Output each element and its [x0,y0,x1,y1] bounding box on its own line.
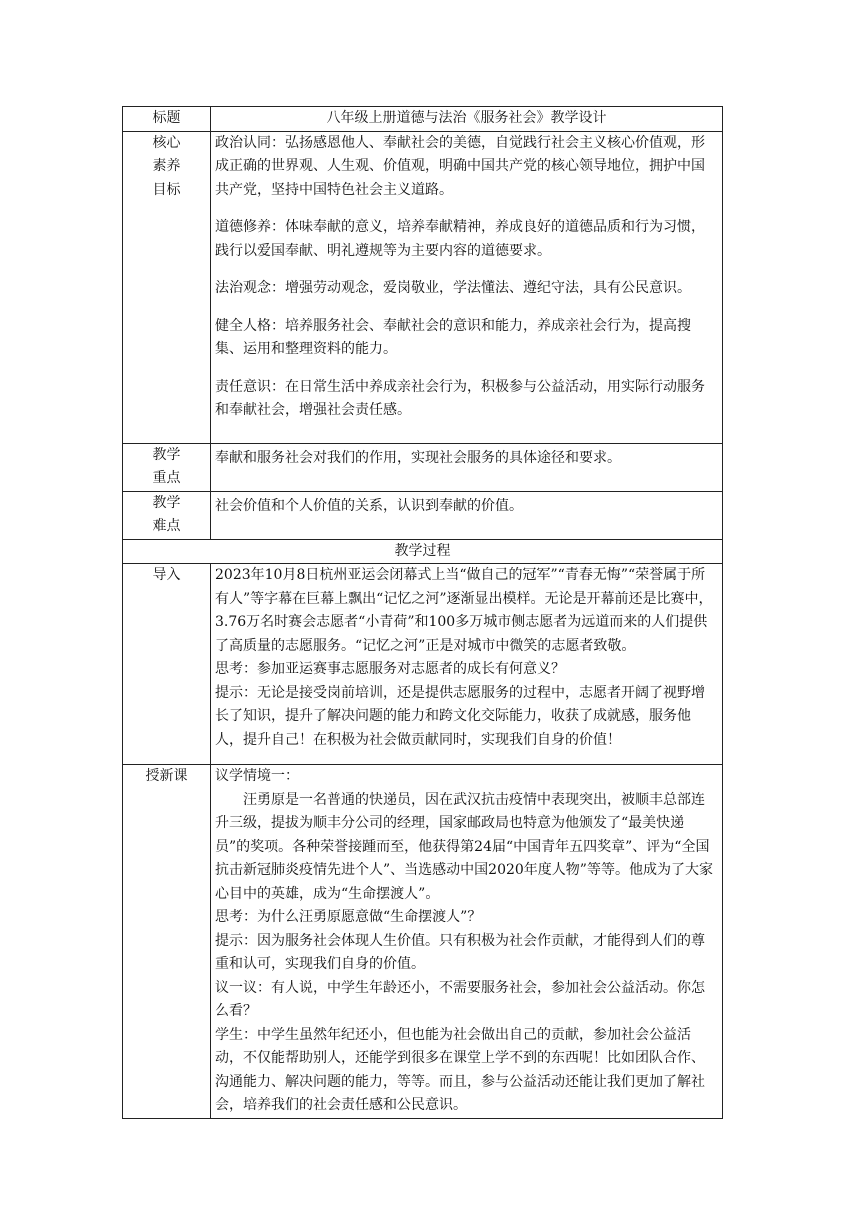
difficulty-text: 社会价值和个人价值的关系，认识到奉献的价值。 [211,491,723,539]
key-point-label [123,443,211,491]
new-lesson-row [123,765,723,1119]
core-goals-label [123,131,211,443]
new-lesson-content [211,765,723,1119]
core-goal-personality: 健全人格：培养服务社会、奉献社会的意识和能力，养成亲社会行为，提高搜集、运用和整理资料的能力。 [215,317,691,357]
core-goals-label-line: 目标 [152,181,181,198]
student-answer: 学生：中学生虽然年纪还小，但也能为社会做出自己的贡献，参加社会公益活动，不仅能帮助别人，还能学到很多在课堂上学不到的东西呢！比如团队合作、沟通能力、解决问题的能力，等等。而且，参与公益活动还能让我们更加了解社会，培养我们的社会责任感和公民意识。 [215,1026,705,1113]
key-point-label-line: 教学 [152,446,181,463]
key-point-row [123,443,723,491]
intro-content [211,564,723,765]
difficulty-label-line: 教学 [152,494,181,511]
scenario-story: 汪勇原是一名普通的快递员，因在武汉抗击疫情中表现突出，被顺丰总部连升三级，提拔为顺丰分公司的经理，国家邮政局也特意为他颁发了“最美快递员”的奖项。各种荣誉接踵而至，他获得第24届“中国青年五四奖章”、评为“全国抗击新冠肺炎疫情先进个人”、当选感动中国2020年度人物”等等。他成为了大家心目中的英雄，成为“生命摆渡人”。 [215,791,713,902]
difficulty-label [123,491,211,539]
core-goals-label-line: 素养 [152,158,181,174]
scenario-title: 议学情境一： [215,768,299,784]
core-goal-political: 政治认同：弘扬感恩他人、奉献社会的美德，自觉践行社会主义核心价值观，形成正确的世界观、人生观、价值观，明确中国共产党的核心领导地位，拥护中国共产党，坚持中国特色社会主义道路。 [215,134,705,198]
core-goal-moral: 道德修养：体味奉献的意义，培养奉献精神，养成良好的道德品质和行为习惯，践行以爱国奉献、明礼遵规等为主要内容的道德要求。 [215,219,705,259]
scenario-question: 思考：为什么汪勇原愿意做“生命摆渡人”？ [215,909,482,925]
key-point-text: 奉献和服务社会对我们的作用，实现社会服务的具体途径和要求。 [211,443,723,491]
core-goal-responsibility: 责任意识：在日常生活中养成亲社会行为，积极参与公益活动，用实际行动服务和奉献社会，增强社会责任感。 [215,378,705,418]
intro-question: 思考：参加亚运赛事志愿服务对志愿者的成长有何意义？ [215,661,565,677]
intro-label: 导入 [123,564,211,765]
intro-story: 2023年10月8日杭州亚运会闭幕式上当“做自己的冠军”“青春无悔”“荣誉属于所有人”等字幕在巨幕上飘出“记忆之河”逐渐显出模样。无论是开幕前还是比赛中，3.76万名时赛会志愿者“小青荷”和100多万城市侧志愿者为远道而来的人们提供了高质量的志愿服务。“记忆之河”正是对城市中微笑的志愿者致敬。 [215,567,713,654]
discussion-prompt: 议一议：有人说，中学生年龄还小，不需要服务社会，参加社会公益活动。你怎么看？ [215,979,705,1019]
core-goals-label-line: 核心 [152,134,181,151]
difficulty-label-line: 难点 [152,518,181,534]
intro-hint: 提示：无论是接受岗前培训，还是提供志愿服务的过程中，志愿者开阔了视野增长了知识，提升了解决问题的能力和跨文化交际能力，收获了成就感，服务他人，提升自己！在积极为社会做贡献同时，实现我们自身的价值！ [215,684,705,748]
title-label: 标题 [123,107,211,132]
key-point-label-line: 重点 [152,470,181,486]
difficulty-row [123,491,723,539]
title-row [123,107,723,132]
scenario-hint: 提示：因为服务社会体现人生价值。只有积极为社会作贡献，才能得到人们的尊重和认可，实现我们自身的价值。 [215,932,705,972]
core-goals-row [123,131,723,443]
process-header-row [123,539,723,564]
process-header: 教学过程 [123,539,723,564]
intro-row [123,564,723,765]
core-goal-law: 法治观念：增强劳动观念，爱岗敬业，学法懂法、遵纪守法，具有公民意识。 [215,280,691,296]
new-lesson-label: 授新课 [123,765,211,1119]
lesson-plan-table [122,106,723,1119]
core-goals-content [211,131,723,443]
title-value: 八年级上册道德与法治《服务社会》教学设计 [211,107,723,132]
